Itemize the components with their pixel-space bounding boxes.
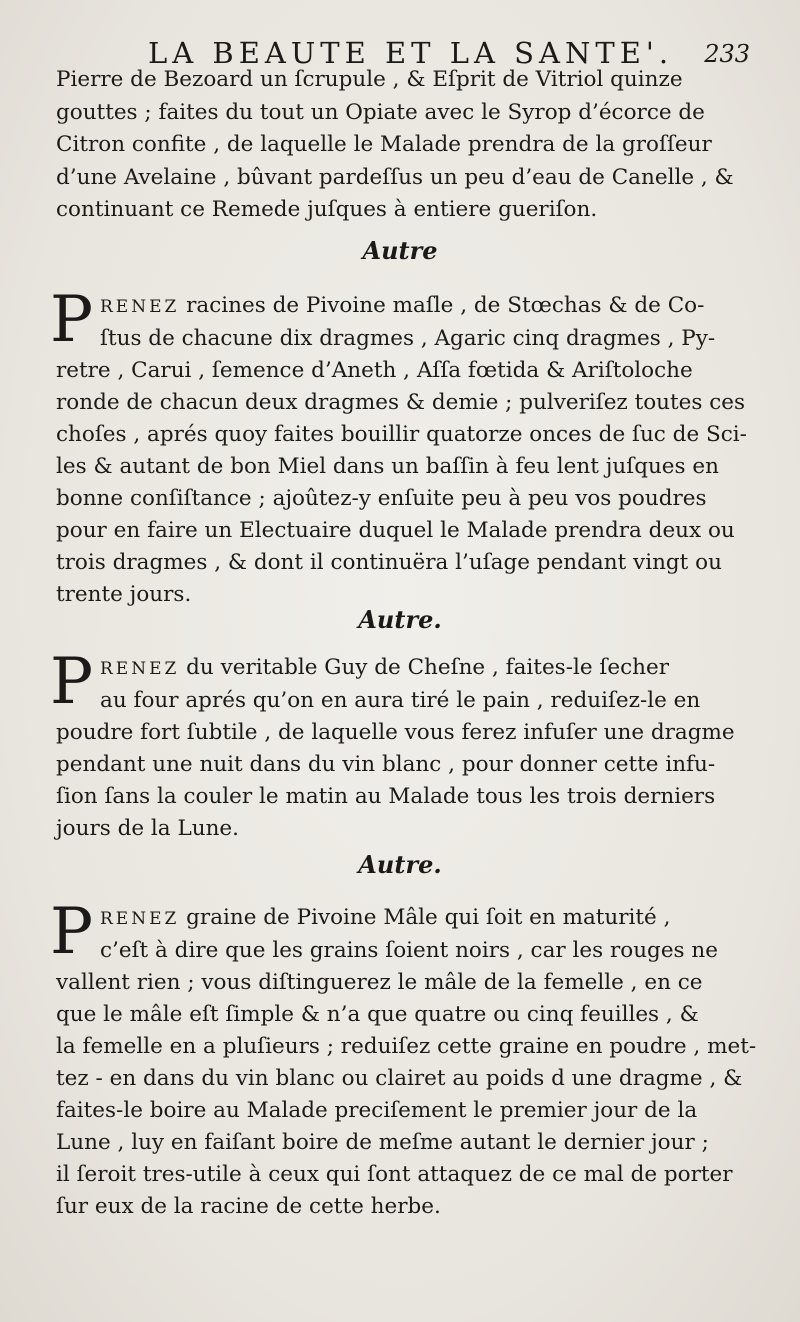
text-line: les & autant de bon Miel dans un baſſin à feu lent juſques en [56,454,719,479]
section-heading: Autre. [358,850,442,879]
first-word: RENEZ [100,659,180,679]
text-line: au four aprés qu’on en aura tiré le pain , reduiſez-le en [100,688,701,713]
text-line: ſur eux de la racine de cette herbe. [56,1194,441,1219]
text-span: du veritable Guy de Cheſne , faites-le ſecher [186,655,669,680]
text-line [56,290,750,323]
section-heading: Autre [362,236,438,265]
recipe-paragraph [50,645,750,845]
first-word: RENEZ [100,909,180,929]
text-line: gouttes ; faites du tout un Opiate avec le Syrop d’écorce de [56,99,705,125]
text-line: poudre fort ſubtile , de laquelle vous ferez infuſer une dragme [56,720,735,745]
text-line: trois dragmes , & dont il continuëra l’uſage pendant vingt ou [56,550,722,575]
text-line: choſes , aprés quoy faites bouillir quatorze onces de ſuc de Sci- [56,422,747,447]
text-line: ſion ſans la couler le matin au Malade tous les trois derniers [56,784,716,809]
text-line: trente jours. [56,582,192,607]
text-line: d’une Avelaine , bûvant pardeſſus un peu d’eau de Canelle , & [56,164,734,190]
text-line: jours de la Lune. [56,816,239,841]
text-line: ronde de chacun deux dragmes & demie ; pulveriſez toutes ces [56,390,746,415]
text-line: Pierre de Bezoard un ſcrupule , & Eſprit de Vitriol quinze [56,67,683,92]
text-line: vallent rien ; vous diſtinguerez le mâle de la femelle , en ce [56,970,703,995]
text-line: que le mâle eſt ſimple & n’a que quatre ou cinq feuilles , & [56,1002,699,1027]
text-line: retre , Carui , ſemence d’Aneth , Aſſa fœtida & Ariſtoloche [56,358,693,383]
text-line: pour en faire un Electuaire duquel le Malade prendra deux ou [56,518,735,543]
text-line: tez - en dans du vin blanc ou clairet au poids d une dragme , & [56,1066,743,1091]
text-line [56,902,750,935]
text-line: continuant ce Remede juſques à entiere gueriſon. [56,197,598,223]
text-line: c’eſt à dire que les grains ſoient noirs , car les rouges ne [100,938,718,963]
drop-cap: P [50,895,94,969]
text-line: ſtus de chacune dix dragmes , Agaric cinq dragmes , Py- [100,326,716,351]
running-title: LA BEAUTE ET LA SANTE'. [148,36,674,70]
drop-cap: P [50,645,94,719]
text-line: faites-le boire au Malade preciſement le premier jour de la [56,1098,698,1123]
section-heading: Autre. [358,605,442,634]
first-word: RENEZ [100,297,180,317]
recipe-paragraph [50,895,757,1223]
intro-paragraph [56,64,750,227]
text-line: la femelle en a pluſieurs ; reduiſez cette graine en poudre , met- [56,1034,757,1059]
text-line: Lune , luy en faiſant boire de meſme autant le dernier jour ; [56,1130,709,1155]
text-span: graine de Pivoine Mâle qui ſoit en maturité , [186,905,671,930]
text-line: bonne conſiſtance ; ajoûtez-y enſuite peu à peu vos poudres [56,486,707,511]
text-line: pendant une nuit dans du vin blanc , pour donner cette infu- [56,752,716,777]
page-number: 233 [704,40,750,68]
drop-cap: P [50,283,94,357]
text-line: il ſeroit tres-utile à ceux qui ſont attaquez de ce mal de porter [56,1162,733,1187]
text-span: racines de Pivoine maſle , de Stœchas & de Co- [186,293,705,318]
text-line: Citron confite , de laquelle le Malade prendra de la groſſeur [56,132,712,158]
recipe-paragraph [50,283,750,611]
text-line [56,652,750,685]
